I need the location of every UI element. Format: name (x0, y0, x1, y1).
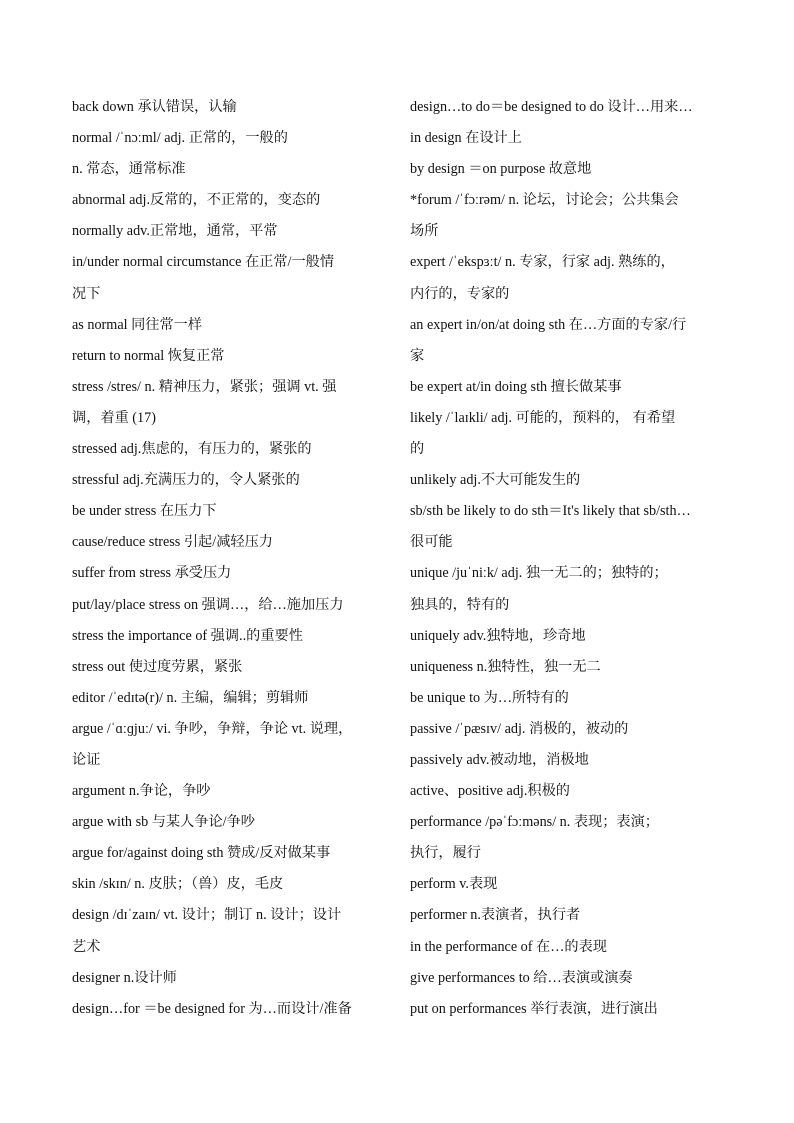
vocab-line: *forum /ˈfɔːrəm/ n. 论坛，讨论会；公共集会 (410, 192, 679, 209)
vocab-line: be expert at/in doing sth 擅长做某事 (410, 378, 622, 395)
vocab-line: normal /ˈnɔːml/ adj. 正常的，一般的 (72, 130, 288, 147)
vocab-line: 执行，履行 (410, 845, 481, 862)
vocab-line: design /dɪˈzaɪn/ vt. 设计；制订 n. 设计；设计 (72, 907, 342, 924)
vocab-line: suffer from stress 承受压力 (72, 565, 232, 582)
vocab-line: return to normal 恢复正常 (72, 347, 225, 364)
vocab-line: editor /ˈedɪtə(r)/ n. 主编，编辑；剪辑师 (72, 689, 309, 706)
vocab-line: performer n.表演者，执行者 (410, 907, 581, 924)
vocab-line: stressful adj.充满压力的，令人紧张的 (72, 472, 300, 489)
vocab-line: 很可能 (410, 534, 453, 551)
vocab-line: design…to do＝be designed to do 设计…用来… (410, 99, 693, 115)
vocab-line: cause/reduce stress 引起/减轻压力 (72, 534, 273, 551)
vocab-line: normally adv.正常地，通常，平常 (72, 223, 278, 240)
vocab-line: 的 (410, 441, 425, 458)
vocab-line: 家 (410, 347, 425, 364)
vocab-line: put/lay/place stress on 强调…，给…施加压力 (72, 596, 344, 613)
vocab-line: 况下 (72, 285, 101, 302)
vocab-line: give performances to 给…表演或演奏 (410, 969, 633, 986)
vocab-line: 调，着重 (17) (72, 409, 156, 426)
vocab-line: put on performances 举行表演，进行演出 (410, 1000, 658, 1017)
vocab-line: an expert in/on/at doing sth 在…方面的专家/行 (410, 316, 687, 333)
vocab-line: in/under normal circumstance 在正常/一般情 (72, 254, 335, 271)
vocab-line: be under stress 在压力下 (72, 503, 217, 520)
vocab-line: argue for/against doing sth 赞成/反对做某事 (72, 845, 331, 862)
vocab-line: 艺术 (72, 938, 101, 955)
left-column (72, 92, 392, 1025)
vocab-line: unique /juˈniːk/ adj. 独一无二的；独特的； (410, 565, 668, 582)
vocab-line: stressed adj.焦虑的，有压力的，紧张的 (72, 441, 312, 458)
vocab-line: performance /pəˈfɔːməns/ n. 表现；表演； (410, 814, 659, 831)
vocab-line: uniquely adv.独特地，珍奇地 (410, 627, 586, 644)
vocab-line: likely /ˈlaɪkli/ adj. 可能的，预料的， 有希望 (410, 409, 676, 426)
vocab-line: active、positive adj.积极的 (410, 783, 570, 800)
vocab-line: 内行的，专家的 (410, 285, 510, 302)
vocab-line: as normal 同往常一样 (72, 316, 203, 333)
vocab-line: in the performance of 在…的表现 (410, 938, 607, 955)
vocab-line: 论证 (72, 751, 101, 768)
vocab-line: stress /stres/ n. 精神压力，紧张；强调 vt. 强 (72, 378, 337, 395)
vocab-line: stress the importance of 强调..的重要性 (72, 627, 303, 644)
vocab-line: stress out 使过度劳累，紧张 (72, 658, 243, 675)
vocab-line: 独具的，特有的 (410, 596, 510, 613)
right-column (410, 92, 730, 1025)
vocab-line: n. 常态，通常标准 (72, 161, 186, 178)
vocab-line: 场所 (410, 223, 439, 240)
vocab-line: skin /skɪn/ n. 皮肤；（兽）皮，毛皮 (72, 876, 284, 893)
vocab-line: by design ＝on purpose 故意地 (410, 161, 592, 178)
vocab-line: designer n.设计师 (72, 969, 177, 986)
vocab-line: argument n.争论，争吵 (72, 783, 211, 800)
vocab-line: argue /ˈɑːɡjuː/ vi. 争吵，争辩，争论 vt. 说理， (72, 720, 353, 737)
vocab-line: abnormal adj.反常的，不正常的，变态的 (72, 192, 321, 209)
vocab-line: in design 在设计上 (410, 130, 522, 147)
vocab-line: back down 承认错误，认输 (72, 99, 237, 115)
vocab-line: be unique to 为…所特有的 (410, 689, 569, 706)
vocab-line: passively adv.被动地，消极地 (410, 751, 589, 768)
vocab-line: design…for ＝be designed for 为…而设计/准备 (72, 1000, 352, 1017)
vocab-line: perform v.表现 (410, 876, 498, 893)
vocab-line: argue with sb 与某人争论/争吵 (72, 814, 255, 831)
vocab-line: uniqueness n.独特性，独一无二 (410, 658, 601, 675)
vocab-line: sb/sth be likely to do sth＝It's likely that sb/sth… (410, 503, 691, 520)
vocab-line: unlikely adj.不大可能发生的 (410, 472, 581, 489)
vocab-line: passive /ˈpæsɪv/ adj. 消极的，被动的 (410, 720, 629, 737)
vocab-line: expert /ˈekspɜːt/ n. 专家，行家 adj. 熟练的， (410, 254, 675, 271)
